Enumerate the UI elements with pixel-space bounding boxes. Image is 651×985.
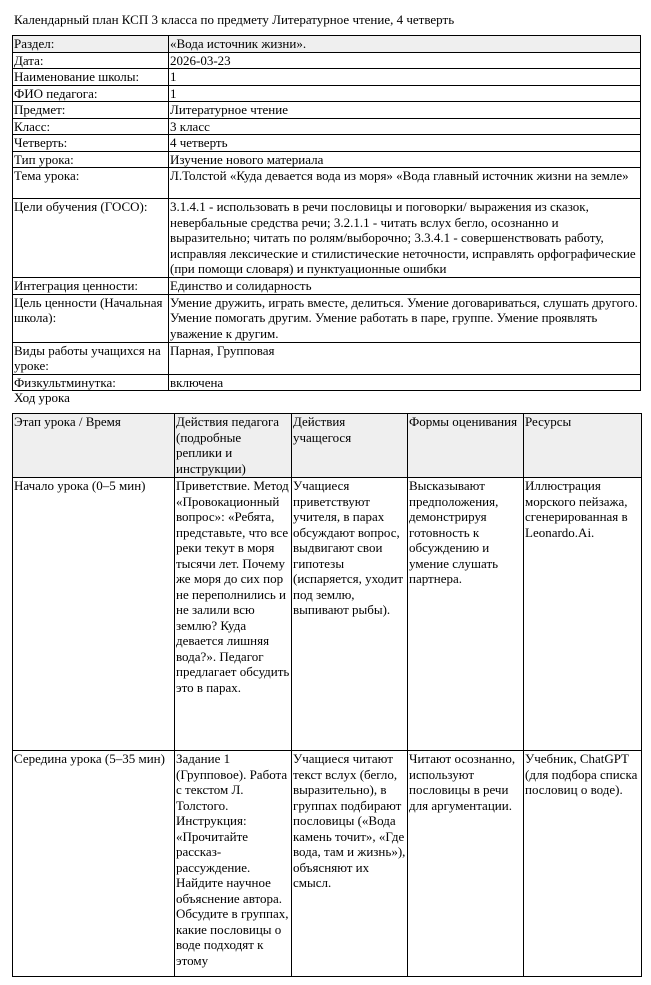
info-label: Тема урока: [13, 168, 169, 199]
document-title: Календарный план КСП 3 класса по предмету Литературное чтение, 4 четверть [14, 12, 455, 27]
resources-cell: Учебник, ChatGPT (для подбора списка пословиц о воде). [524, 751, 642, 977]
info-value: Л.Толстой «Куда девается вода из моря» «Вода главный источник жизни на земле» [169, 168, 641, 199]
info-label: Четверть: [13, 135, 169, 152]
header-stage: Этап урока / Время [13, 414, 175, 478]
info-label: Предмет: [13, 102, 169, 119]
info-value: Умение дружить, играть вместе, делиться. Умение договариваться, слушать другого. Умение помогать другим. Умение работать в паре, группе. Умение проявлять уважение к другим. [169, 294, 641, 342]
header-teacher-actions: Действия педагога (подробные реплики и инструкции) [175, 414, 292, 478]
teacher-actions-cell: Задание 1 (Групповое). Работа с текстом Л. Толстого. Инструкция: «Прочитайте рассказ-рассуждение. Найдите научное объяснение автора. Обсудите в группах, какие пословицы о воде подходят к этому [175, 751, 292, 977]
info-value: 4 четверть [169, 135, 641, 152]
info-value: 1 [169, 85, 641, 102]
info-row [13, 168, 641, 199]
lesson-info-table [12, 35, 641, 391]
stage-cell: Середина урока (5–35 мин) [13, 751, 175, 977]
header-assessment: Формы оценивания [408, 414, 524, 478]
info-row [13, 199, 641, 278]
info-value: Литературное чтение [169, 102, 641, 119]
info-row [13, 118, 641, 135]
info-value: Единство и солидарность [169, 278, 641, 295]
student-actions-cell: Учащиеся читают текст вслух (бегло, выразительно), в группах подбирают пословицы («Вода камень точит», «Где вода, там и жизнь»), объясняют их смысл. [292, 751, 408, 977]
info-label: Раздел: [13, 36, 169, 53]
info-value: 1 [169, 69, 641, 86]
info-row [13, 294, 641, 342]
info-label: ФИО педагога: [13, 85, 169, 102]
table-row [13, 751, 642, 977]
resources-cell: Иллюстрация морского пейзажа, сгенерированная в Leonardo.Ai. [524, 478, 642, 751]
info-label: Физкультминутка: [13, 374, 169, 391]
assessment-cell: Высказывают предположения, демонстрируя готовность к обсуждению и умение слушать партнера. [408, 478, 524, 751]
teacher-actions-cell: Приветствие. Метод «Провокационный вопрос»: «Ребята, представьте, что все реки текут в моря тысячи лет. Почему же моря до сих пор не переполнились и не залили всю землю? Куда девается лишняя вода?». Педагог предлагает обсудить это в парах. [175, 478, 292, 751]
info-row [13, 278, 641, 295]
stage-cell: Начало урока (0–5 мин) [13, 478, 175, 751]
info-value: 2026-03-23 [169, 52, 641, 69]
lesson-progress-heading: Ход урока [14, 390, 70, 405]
info-label: Тип урока: [13, 151, 169, 168]
table-row [13, 478, 642, 751]
info-value: включена [169, 374, 641, 391]
info-label: Дата: [13, 52, 169, 69]
student-actions-cell: Учащиеся приветствуют учителя, в парах обсуждают вопрос, выдвигают свои гипотезы (испаряется, уходит под землю, выпивают рыбы). [292, 478, 408, 751]
info-row [13, 52, 641, 69]
info-label: Класс: [13, 118, 169, 135]
info-value: Парная, Групповая [169, 342, 641, 374]
info-row [13, 135, 641, 152]
info-row [13, 69, 641, 86]
info-value: Изучение нового материала [169, 151, 641, 168]
info-label: Цели обучения (ГОСО): [13, 199, 169, 278]
info-label: Виды работы учащихся на уроке: [13, 342, 169, 374]
info-label: Цель ценности (Начальная школа): [13, 294, 169, 342]
info-value: 3.1.4.1 - использовать в речи пословицы и поговорки/ выражения из сказок, невербальные средства речи; 3.2.1.1 - читать вслух бегло, осознанно и выразительно; читать по ролям/выборочно; 3.3.4.1 - совершенствовать работу, исправляя лексические и стилистические неточности, исправлять орфографические (при помощи словаря) и пунктуационные ошибки [169, 199, 641, 278]
info-row [13, 374, 641, 391]
info-row [13, 102, 641, 119]
steps-header-row [13, 414, 642, 478]
info-value: 3 класс [169, 118, 641, 135]
header-student-actions: Действия учащегося [292, 414, 408, 478]
info-label: Наименование школы: [13, 69, 169, 86]
info-row [13, 36, 641, 53]
info-row [13, 85, 641, 102]
lesson-steps-table [12, 413, 642, 977]
header-resources: Ресурсы [524, 414, 642, 478]
info-value: «Вода источник жизни». [169, 36, 641, 53]
info-row [13, 342, 641, 374]
assessment-cell: Читают осознанно, используют пословицы в речи для аргументации. [408, 751, 524, 977]
info-label: Интеграция ценности: [13, 278, 169, 295]
info-row [13, 151, 641, 168]
